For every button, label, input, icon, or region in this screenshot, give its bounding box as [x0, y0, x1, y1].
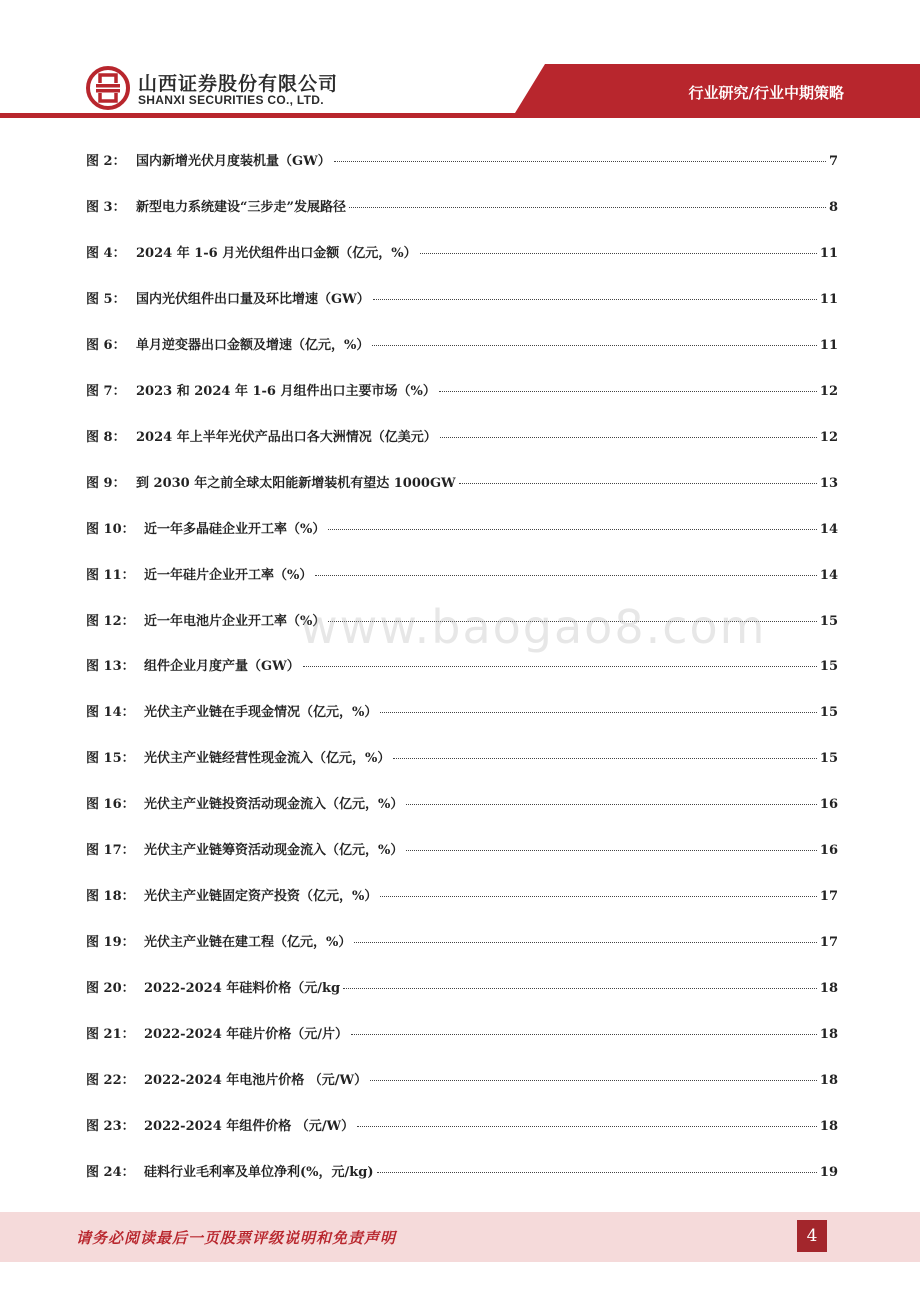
toc-entry[interactable] — [86, 977, 838, 1001]
toc-entry[interactable] — [86, 839, 838, 863]
toc-figure-label: 图 12： — [86, 613, 135, 629]
toc-page-number: 17 — [819, 935, 838, 951]
toc-page-number: 16 — [819, 797, 838, 813]
toc-dot-leader — [343, 988, 817, 989]
toc-page-number: 17 — [819, 889, 838, 905]
toc-page-number: 14 — [819, 567, 838, 583]
toc-figure-title: 2024 年 1-6 月光伏组件出口金额（亿元，%） — [136, 245, 417, 261]
toc-dot-leader — [334, 161, 826, 162]
toc-figure-label: 图 17： — [86, 843, 135, 859]
toc-figure-title: 近一年多晶硅企业开工率（%） — [144, 521, 326, 537]
company-logo-icon — [86, 66, 130, 110]
toc-figure-label: 图 24： — [86, 1164, 135, 1180]
toc-figure-label: 图 8： — [86, 429, 126, 445]
toc-page-number: 19 — [819, 1164, 838, 1180]
toc-figure-title: 组件企业月度产量（GW） — [144, 659, 300, 675]
toc-dot-leader — [370, 1080, 817, 1081]
watermark: www.baogao8.com — [300, 600, 767, 654]
toc-figure-title: 2022-2024 年电池片价格 （元/W） — [144, 1073, 368, 1088]
toc-figure-label: 图 13： — [86, 659, 135, 675]
toc-entry[interactable] — [86, 1069, 838, 1093]
toc-figure-title: 光伏主产业链固定资产投资（亿元，%） — [144, 889, 378, 905]
toc-dot-leader — [393, 758, 817, 759]
toc-figure-label: 图 5： — [86, 291, 126, 307]
toc-dot-leader — [354, 942, 817, 943]
toc-figure-label: 图 14： — [86, 705, 135, 721]
page-header — [0, 0, 920, 125]
toc-entry[interactable] — [86, 380, 838, 404]
toc-figure-label: 图 9： — [86, 475, 126, 491]
toc-entry[interactable] — [86, 196, 838, 220]
toc-figure-label: 图 6： — [86, 337, 126, 353]
toc-dot-leader — [380, 896, 817, 897]
toc-entry[interactable] — [86, 1023, 838, 1047]
toc-dot-leader — [351, 1034, 817, 1035]
toc-dot-leader — [357, 1126, 817, 1127]
toc-page-number: 18 — [819, 981, 838, 997]
toc-dot-leader — [439, 391, 817, 392]
toc-dot-leader — [372, 345, 817, 346]
toc-figure-title: 光伏主产业链投资活动现金流入（亿元，%） — [144, 797, 404, 813]
toc-dot-leader — [315, 575, 817, 576]
toc-figure-label: 图 23： — [86, 1118, 135, 1134]
page-footer — [0, 1212, 920, 1262]
toc-figure-title: 硅料行业毛利率及单位净利(%，元/kg) — [144, 1164, 374, 1180]
toc-figure-title: 2022-2024 年组件价格 （元/W） — [144, 1118, 355, 1134]
toc-figure-label: 图 18： — [86, 889, 135, 905]
toc-figure-label: 图 11： — [86, 567, 135, 583]
toc-entry[interactable] — [86, 472, 838, 496]
toc-dot-leader — [373, 299, 817, 300]
toc-figure-label: 图 22： — [86, 1073, 135, 1088]
toc-dot-leader — [349, 207, 826, 208]
toc-dot-leader — [303, 666, 817, 667]
toc-page-number: 15 — [819, 705, 838, 721]
toc-dot-leader — [377, 1172, 817, 1173]
toc-page-number: 8 — [828, 199, 838, 215]
toc-page-number: 16 — [819, 843, 838, 859]
toc-figure-title: 2023 和 2024 年 1-6 月组件出口主要市场（%） — [136, 383, 436, 399]
toc-entry[interactable] — [86, 1161, 838, 1185]
toc-page-number: 11 — [819, 291, 838, 307]
toc-page-number: 12 — [819, 383, 838, 399]
company-name-cn: 山西证券股份有限公司 — [138, 73, 339, 95]
toc-figure-title: 2022-2024 年硅料价格（元/kg — [144, 981, 341, 997]
toc-figure-title: 光伏主产业链在手现金情况（亿元，%） — [144, 705, 378, 721]
toc-page-number: 11 — [819, 337, 838, 353]
toc-entry[interactable] — [86, 701, 838, 725]
toc-page-number: 12 — [819, 429, 838, 445]
report-section: 行业研究/行业中期策略 — [688, 84, 844, 102]
toc-page-number: 18 — [819, 1027, 838, 1043]
toc-page-number: 13 — [819, 475, 838, 491]
toc-figure-title: 新型电力系统建设“三步走”发展路径 — [136, 199, 346, 215]
toc-figure-title: 国内新增光伏月度装机量（GW） — [136, 154, 331, 169]
toc-dot-leader — [459, 483, 817, 484]
toc-figure-title: 近一年电池片企业开工率（%） — [144, 613, 326, 629]
toc-dot-leader — [406, 804, 817, 805]
toc-entry[interactable] — [86, 518, 838, 542]
toc-entry[interactable] — [86, 655, 838, 679]
toc-figure-title: 光伏主产业链经营性现金流入（亿元，%） — [144, 751, 391, 767]
toc-figure-label: 图 21： — [86, 1027, 135, 1043]
toc-page-number: 18 — [819, 1073, 838, 1088]
toc-figure-label: 图 19： — [86, 935, 135, 951]
page-number: 4 — [797, 1220, 827, 1252]
toc-page-number: 15 — [819, 751, 838, 767]
toc-figure-title: 光伏主产业链在建工程（亿元，%） — [144, 935, 352, 951]
company-name-en: SHANXI SECURITIES CO., LTD. — [138, 93, 324, 107]
toc-page-number: 15 — [819, 659, 838, 675]
toc-entry[interactable] — [86, 288, 838, 312]
footer-disclaimer: 请务必阅读最后一页股票评级说明和免责声明 — [76, 1229, 397, 1247]
toc-dot-leader — [380, 712, 817, 713]
toc-figure-label: 图 15： — [86, 751, 135, 767]
toc-page-number: 11 — [819, 245, 838, 261]
toc-entry[interactable] — [86, 931, 838, 955]
toc-figure-title: 2024 年上半年光伏产品出口各大洲情况（亿美元） — [136, 429, 437, 445]
toc-page-number: 15 — [819, 613, 838, 629]
toc-page-number: 18 — [819, 1118, 838, 1134]
toc-figure-label: 图 20： — [86, 981, 135, 997]
toc-figure-label: 图 2： — [86, 154, 126, 169]
toc-figure-label: 图 3： — [86, 199, 126, 215]
toc-figure-label: 图 16： — [86, 797, 135, 813]
toc-figure-title: 光伏主产业链筹资活动现金流入（亿元，%） — [144, 843, 404, 859]
toc-figure-title: 国内光伏组件出口量及环比增速（GW） — [136, 291, 370, 307]
toc-page-number: 14 — [819, 521, 838, 537]
toc-entry[interactable] — [86, 150, 838, 174]
toc-dot-leader — [440, 437, 817, 438]
toc-figure-title: 到 2030 年之前全球太阳能新增装机有望达 1000GW — [136, 475, 456, 491]
toc-entry[interactable] — [86, 747, 838, 771]
toc-dot-leader — [406, 850, 817, 851]
toc-entry[interactable] — [86, 793, 838, 817]
toc-entry[interactable] — [86, 242, 838, 266]
toc-entry[interactable] — [86, 564, 838, 588]
toc-dot-leader — [420, 253, 817, 254]
toc-entry[interactable] — [86, 1115, 838, 1139]
toc-figure-title: 2022-2024 年硅片价格（元/片） — [144, 1027, 349, 1043]
toc-figure-label: 图 4： — [86, 245, 126, 261]
toc-figure-title: 近一年硅片企业开工率（%） — [144, 567, 313, 583]
toc-entry[interactable] — [86, 885, 838, 909]
toc-figure-label: 图 10： — [86, 521, 135, 537]
toc-page-number: 7 — [828, 154, 838, 169]
toc-entry[interactable] — [86, 334, 838, 358]
toc-figure-title: 单月逆变器出口金额及增速（亿元，%） — [136, 337, 370, 353]
toc-dot-leader — [328, 529, 817, 530]
toc-entry[interactable] — [86, 426, 838, 450]
toc-figure-label: 图 7： — [86, 383, 126, 399]
